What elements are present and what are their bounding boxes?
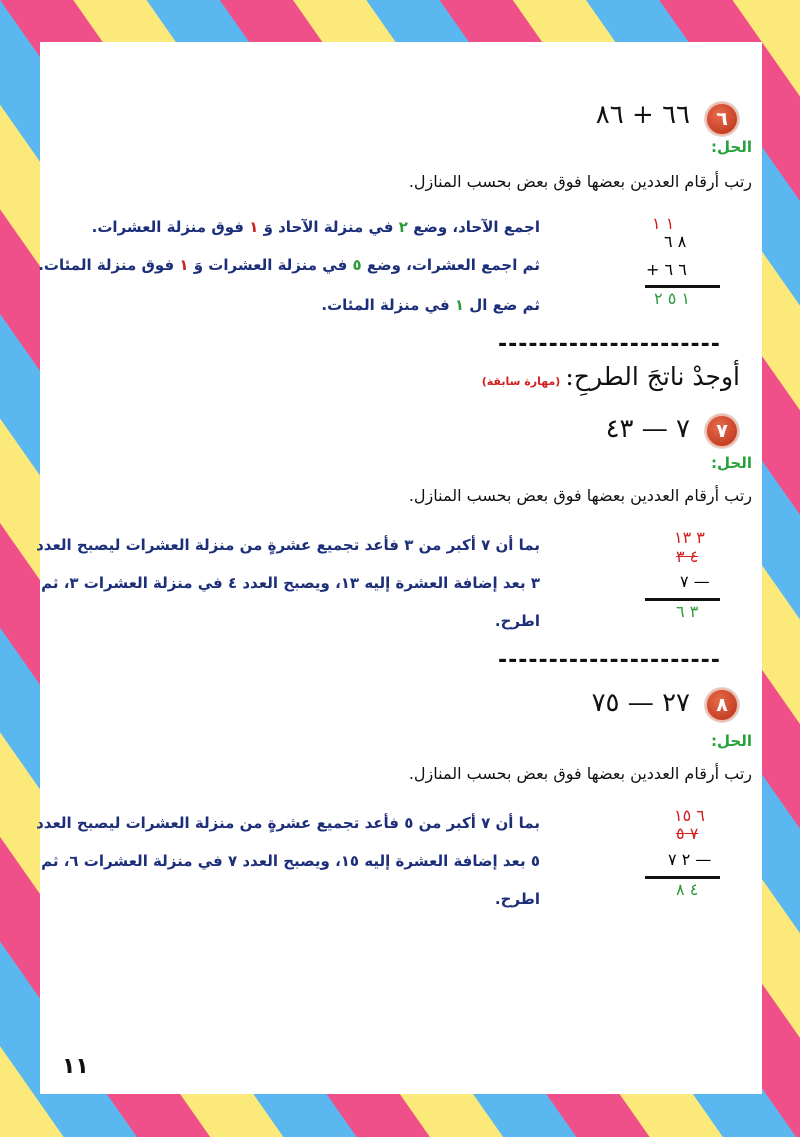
q7-solution-label: الحل: [711, 454, 752, 472]
q8-intro-text: رتب أرقام العددين بعضها فوق بعض بحسب المنازل. [408, 764, 752, 783]
q6-carry-digits: ١ ١ [652, 214, 675, 233]
question-7-expression: ٧ — ٤٣ [605, 414, 690, 444]
page-sheet [36, 42, 762, 1094]
question-8-badge: ٨ [705, 688, 739, 722]
question-6-expression: ٦٦ + ٨٦ [595, 100, 690, 130]
q7-bottom-number: ٧ — [680, 572, 710, 591]
q8-para-line-3: اطرح. [494, 890, 540, 908]
q8-regroup-digits: ٦ ١٥ [674, 806, 705, 825]
q6-intro-text: رتب أرقام العددين بعضها فوق بعض بحسب المنازل. [408, 172, 752, 191]
question-6-badge: ٦ [705, 102, 739, 136]
question-8-expression: ٢٧ — ٧٥ [591, 688, 690, 718]
page-number: ١١ [62, 1054, 89, 1079]
q6-solution-label: الحل: [711, 138, 752, 156]
q8-difference-line [645, 876, 720, 879]
q8-para-line-2: ٥ بعد إضافة العشرة إليه ١٥، ويصبح العدد ٧ في منزلة العشرات ٦، ثم [41, 852, 540, 870]
q6-step-2: ثم اجمع العشرات، وضع ٥ في منزلة العشرات وَ ١ فوق منزلة المئات. [38, 256, 540, 274]
q7-top-number-crossed: ٤ ٣ [676, 547, 699, 566]
question-7-badge: ٧ [705, 414, 739, 448]
q7-para-line-2: ٣ بعد إضافة العشرة إليه ١٣، ويصبح العدد ٤ في منزلة العشرات ٣، ثم [41, 574, 540, 592]
q8-top-number-crossed: ٧ ٥ [676, 824, 699, 843]
q6-sum-line [645, 285, 720, 288]
q8-para-line-1: بما أن ٧ أكبر من ٥ فأعد تجميع عشرةٍ من منزلة العشرات ليصبح العدد [36, 814, 540, 832]
section-heading: أوجدْ ناتجَ الطرحِ: (مهارة سابقة) [481, 362, 740, 391]
q6-result: ١ ٥ ٢ [654, 289, 690, 308]
q7-regroup-digits: ٣ ١٣ [674, 528, 705, 547]
q7-para-line-3: اطرح. [494, 612, 540, 630]
q6-top-number: ٨ ٦ [664, 232, 687, 251]
divider-1: ---------------------- [498, 332, 721, 357]
q8-bottom-number: ٢ ٧ — [668, 850, 712, 869]
divider-2: ---------------------- [498, 648, 721, 673]
q8-solution-label: الحل: [711, 732, 752, 750]
q7-para-line-1: بما أن ٧ أكبر من ٣ فأعد تجميع عشرةٍ من منزلة العشرات ليصبح العدد [36, 536, 540, 554]
q7-intro-text: رتب أرقام العددين بعضها فوق بعض بحسب المنازل. [408, 486, 752, 505]
q6-step-3: ثم ضع ال ١ في منزلة المئات. [321, 296, 540, 314]
q7-difference-line [645, 598, 720, 601]
q6-bottom-number: + ٦ ٦ [646, 260, 687, 279]
q8-result: ٤ ٨ [676, 880, 699, 899]
q6-step-1: اجمع الآحاد، وضع ٢ في منزلة الآحاد وَ ١ فوق منزلة العشرات. [91, 218, 540, 236]
q7-result: ٣ ٦ [676, 602, 699, 621]
